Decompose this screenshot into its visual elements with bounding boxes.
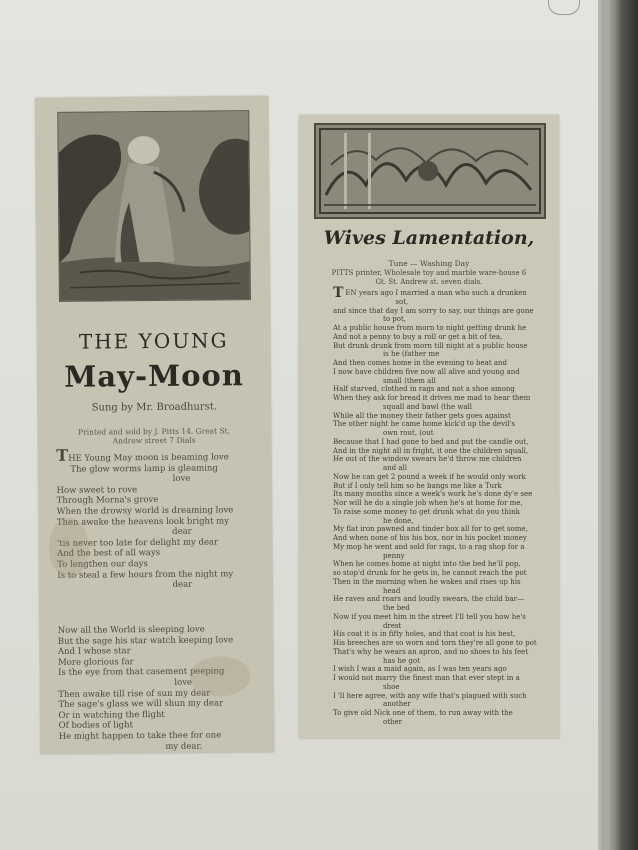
printer-imprint: PITTS printer, Wholesale toy and marble ware-house 6 Gt. St. Andrew st. seven dials. (331, 269, 527, 286)
verse-line: Because that I had gone to bed and put the candle out, (333, 437, 529, 446)
verse-line: he done, (383, 516, 414, 525)
verse-line: The other night he came home kick'd up the devil's (333, 420, 516, 429)
verse-line: While all the money their father gets goes against (333, 411, 511, 420)
verse-line: sot, (395, 297, 409, 306)
verse-line: love (174, 677, 193, 688)
verse-line: other (383, 717, 403, 726)
verse-line: my dear. (165, 741, 203, 752)
verse-line: squall and bawl (the wall (383, 402, 473, 411)
verse-line: At a public house from morn to night getting drunk he (333, 324, 527, 332)
verse-line: When he comes home at night into the bed he'll pop, (333, 560, 521, 569)
verse-line: dear (172, 526, 192, 538)
verse-line: shoe (383, 682, 400, 691)
verse-line: love (172, 473, 191, 485)
verse-line: How sweet to rove (56, 484, 138, 496)
paper-stain (49, 518, 90, 578)
singer-credit: Sung by Mr. Broadhurst. (91, 401, 218, 414)
verse-line: When they ask for bread it drives me mad to hear them (333, 394, 531, 402)
verse-line: I would not marry the finest man that ever stept in a (333, 674, 520, 682)
verse-line: And the best of all ways (57, 548, 161, 560)
verse-line: But if I only tell him so he bangs me like a Turk (333, 481, 502, 490)
verse-line: And when none of his his box, nor in his pocket money (333, 534, 527, 542)
verse-line: To lengthen our days (57, 559, 148, 570)
verse-line: His breeches are so worn and torn they're all gone to pot (333, 639, 537, 647)
verse-line: He raves and roars and loudly swears, the child bar— (333, 595, 525, 604)
verse-line: Or in watching the flight (58, 709, 165, 721)
verse-line: THE Young May moon is beaming love (56, 445, 229, 465)
verse-line: drest (383, 621, 402, 630)
printer-imprint: Printed and sold by J. Pitts 14. Great St. Andrew street 7 Dials (78, 426, 231, 446)
verse-line: And I whose star (57, 646, 131, 658)
verse-line: Half starved, clothed in rags and not a shoe among (333, 385, 515, 394)
verse-line: small (them all (383, 376, 436, 385)
woodcut-ornament-icon (314, 123, 546, 219)
verse-line: But drunk drunk from morn till night at a public house (333, 341, 528, 350)
verse-line: EN years ago I married a man who such a drunken (345, 289, 527, 297)
verse-line: Through Morna's grove (56, 495, 159, 507)
verse-line: is he (father me (383, 350, 440, 359)
verse-line: Now he can get 2 pound a week if he would only work (333, 472, 526, 481)
verse-line: And not a penny to buy a roll or get a bit of tea, (333, 332, 503, 341)
broadside-wives-lamentation (299, 115, 559, 738)
verse-line: He might happen to take thee for one (58, 730, 222, 742)
verse-line: the bed (383, 604, 410, 612)
song-title: May-Moon (64, 358, 245, 394)
verse-line: He out of the window swears he'd throw me children (333, 455, 522, 464)
verse-line: has he got (383, 656, 420, 665)
verse-line: and all (383, 464, 408, 472)
verse-line: The glow worms lamp is gleaming (70, 463, 218, 475)
verse-line: His coat it is in fifty holes, and that coat is his best, (333, 630, 516, 639)
page-edge (602, 0, 610, 850)
verse-line: When the drowsy world is dreaming love (56, 505, 234, 517)
verse-line: But the sage his star watch keeping love (57, 634, 234, 647)
verse-line: Nor will he do a single job when he's at home for me, (333, 499, 523, 507)
verse-line: I now have children five now all alive and young and (333, 367, 520, 376)
verse-line: My mop he went and sold for rags, to a rag shop for a (333, 542, 525, 551)
verse-line: And in the night all in fright, it one the children squall, (333, 446, 529, 455)
verse-line: Its many months since a week's work he's done dy'e see (333, 490, 533, 499)
woodcut-ornament-illustration (316, 125, 544, 217)
verse-line: penny (383, 551, 405, 560)
verse-line: so stop'd drunk for he gets in, he cannot reach the pot (333, 569, 527, 577)
verse-line: Is the eye from that casement peeping (58, 666, 225, 679)
verse-line: Of bodies of light (58, 720, 134, 732)
tune-label: Tune — Washing Day (388, 259, 470, 268)
verse-line: The sage's glass we will shun my dear (58, 698, 224, 711)
verse-line: More glorious far (58, 656, 134, 668)
song-title: Wives Lamentation, (323, 227, 535, 249)
woodcut-figure-illustration (58, 111, 250, 301)
verse-line: Then awake the heavens look bright my (56, 515, 230, 528)
verse-line: Then in the morning when he wakes and rises up his (333, 577, 521, 586)
lament-verses (333, 285, 555, 727)
verse-line: I wish I was a maid again, as I was ten years ago (333, 665, 507, 674)
verse-line: To raise some money to get drunk what do you think (333, 507, 520, 516)
verse-line: And then comes home in the evening to beat and (333, 359, 508, 367)
verse-line: head (383, 586, 401, 595)
verse-one (56, 445, 267, 592)
verse-line: Now if you meet him in the street I'll tell you how he's (333, 612, 526, 621)
verse-line: Then awake till rise of sun my dear (58, 688, 211, 700)
verse-line: another (383, 700, 411, 709)
verse-line: To give old Nick one of them, to run away with the (333, 709, 513, 717)
verse-line: Now all the World is sleeping love (57, 624, 205, 636)
verse-line: Is to steal a few hours from the night my (57, 568, 234, 581)
drop-cap: T (56, 445, 69, 465)
broadside-young-may-moon (35, 96, 274, 754)
verse-line: My flat iron pawned and tinder box all for to get some, (333, 525, 528, 534)
woodcut-figure-icon (57, 110, 251, 302)
song-title-prefix: THE YOUNG (78, 328, 229, 354)
verse-line: and since that day I am sorry to say, our things are gone (333, 306, 534, 315)
verse-line: I 'll here agree, with any wife that's plagued with such (333, 691, 527, 700)
verse-line: dear (172, 579, 193, 590)
verse-line: That's why he wears an apron, and no shoes to his feet (333, 647, 529, 656)
drop-cap: T (333, 285, 344, 301)
verse-line: to pot, (383, 315, 406, 324)
verse-line: 'tis never too late for delight my dear (56, 537, 219, 549)
verse-line: own rout, (out (383, 429, 434, 437)
